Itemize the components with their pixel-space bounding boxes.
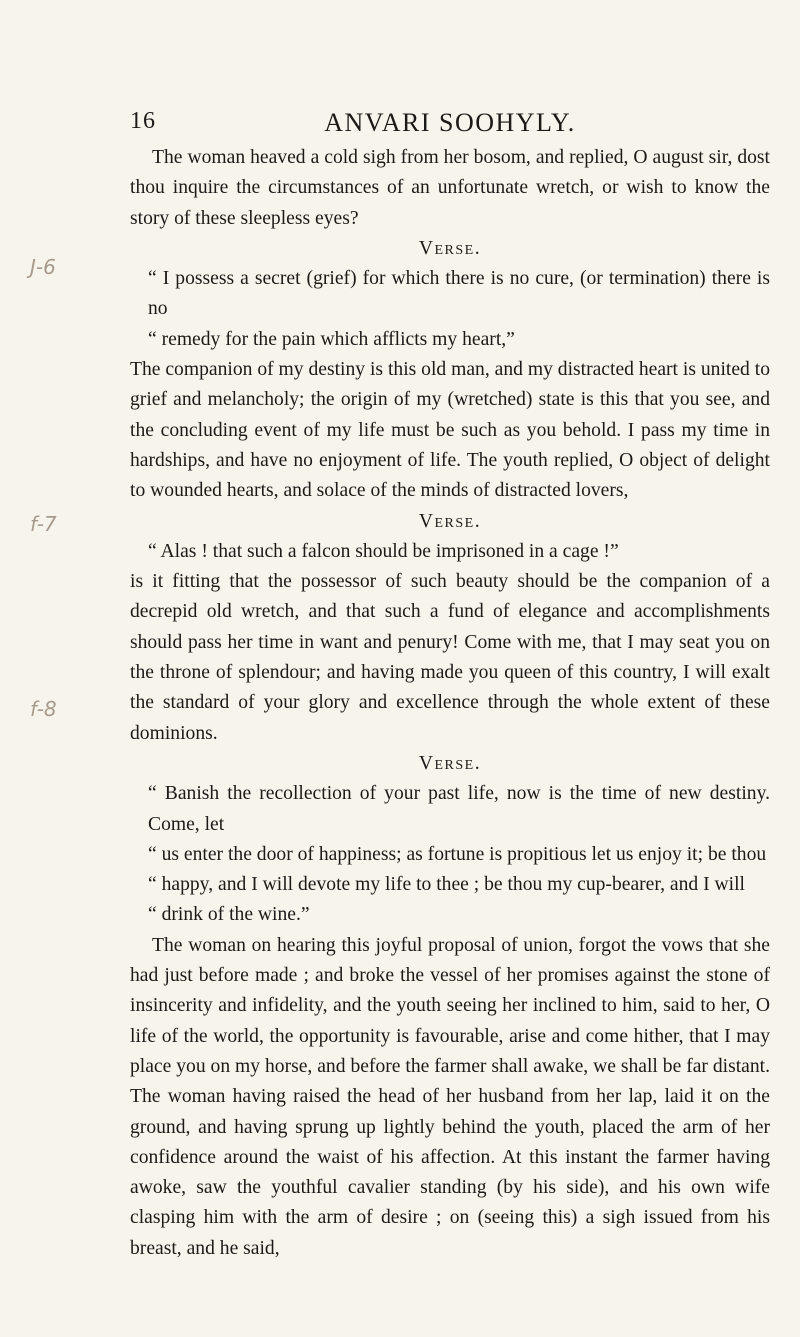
margin-note: f-7 <box>30 512 57 536</box>
body-text <box>130 143 770 1264</box>
verse-line: “ drink of the wine.” <box>148 904 310 926</box>
running-head: ANVARI SOOHYLY. <box>324 108 576 137</box>
verse-heading: Verse. <box>418 510 482 532</box>
verse-line: “ Alas ! that such a falcon should be imprisoned in a cage !” <box>148 540 619 562</box>
verse-line: “ Banish the recollection of your past life, now is the time of new destiny. Come, let <box>148 783 770 835</box>
paragraph: The woman on hearing this joyful proposal of union, forgot the vows that she had just before made ; and broke the vessel of her promises against the stone of insincerity and infidelity, and the youth seeing her inclined to him, said to her, O life of the world, the opportunity is favourable, arise and come hither, that I may place you on my horse, and before the farmer shall awake, we shall be far distant. The woman having raised the head of her husband from her lap, laid it on the ground, and having sprung up lightly behind the youth, placed the arm of her confidence around the waist of his affection. At this instant the farmer having awoke, saw the youthful cavalier standing (by his side), and his own wife clasping him with the arm of desire ; on (seeing this) a sigh issued from his breast, and he said, <box>130 934 770 1259</box>
margin-note: J-6 <box>30 255 56 279</box>
verse-heading: Verse. <box>418 237 482 259</box>
verse-line: “ remedy for the pain which afflicts my heart,” <box>148 328 515 350</box>
paragraph: The woman heaved a cold sigh from her bosom, and replied, O august sir, dost thou inquire the circumstances of an unfortunate wretch, or wish to know the story of these sleepless eyes? <box>130 147 770 229</box>
page-header <box>130 108 770 138</box>
paragraph: The companion of my destiny is this old man, and my distracted heart is united to grief and melancholy; the origin of my (wretched) state is this that you see, and the concluding event of my life must be such as you behold. I pass my time in hardships, and have no enjoyment of life. The youth replied, O object of delight to wounded hearts, and solace of the minds of distracted lovers, <box>130 359 770 502</box>
margin-note: f-8 <box>30 697 57 721</box>
verse-heading: Verse. <box>418 752 482 774</box>
verse-line: “ I possess a secret (grief) for which there is no cure, (or termination) there is no <box>148 268 770 320</box>
paragraph: is it fitting that the possessor of such beauty should be the companion of a decrepid old wretch, and that such a fund of elegance and accomplishments should pass her time in want and penury! Come with me, that I may seat you on the throne of splendour; and having made you queen of this country, I will exalt the standard of your glory and excellence through the whole extent of these dominions. <box>130 571 770 744</box>
verse-line: “ us enter the door of happiness; as fortune is propitious let us enjoy it; be thou <box>148 843 767 865</box>
verse-line: “ happy, and I will devote my life to thee ; be thou my cup-bearer, and I will <box>148 874 745 896</box>
page-number: 16 <box>130 108 156 134</box>
